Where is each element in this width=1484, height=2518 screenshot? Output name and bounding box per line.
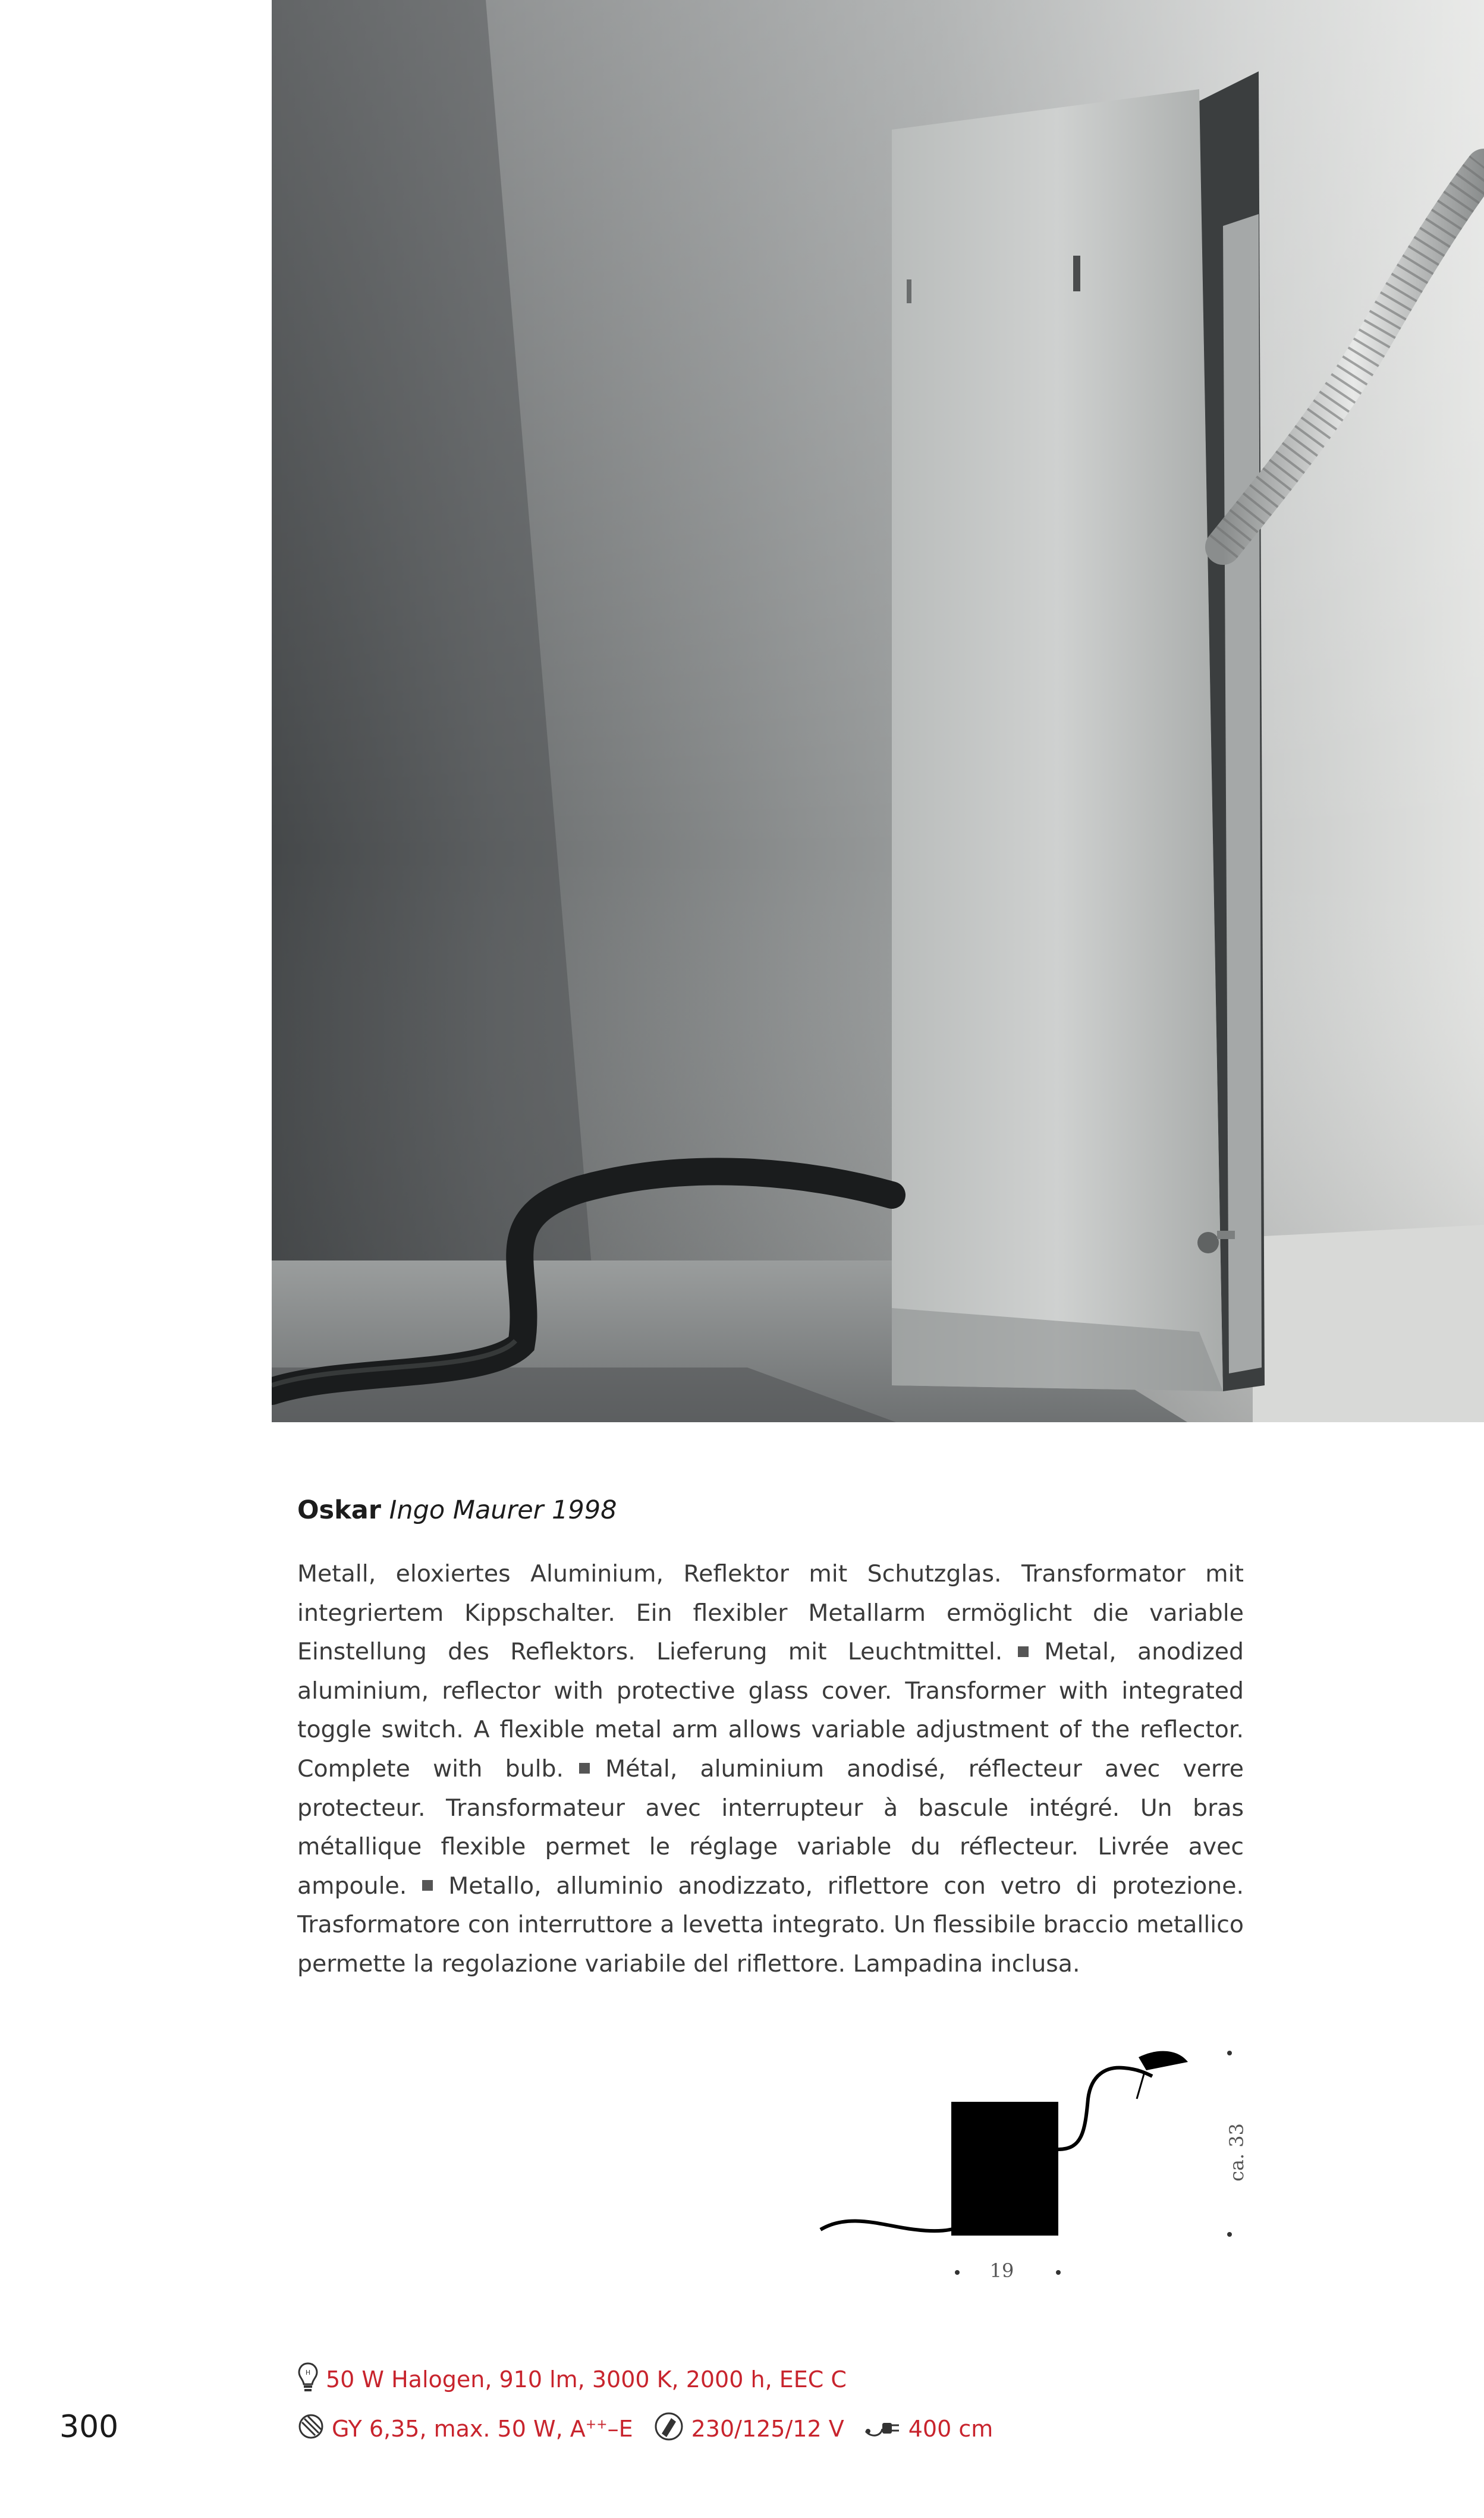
drawing-cable bbox=[820, 2221, 954, 2231]
product-title bbox=[297, 1494, 617, 1527]
dimension-dot bbox=[1056, 2270, 1061, 2275]
drawing-arm bbox=[1058, 2068, 1152, 2149]
drawing-reflector bbox=[1139, 2051, 1188, 2070]
bulb-icon bbox=[297, 2362, 319, 2398]
description-it: Metallo, alluminio anodizzato, riflettore con vetro di protezione. Trasformatore con interruttore a levetta integrato. Un flessibile braccio metallico permette la regolazione variabile del riflettore. Lampadina inclusa. bbox=[297, 1872, 1244, 1978]
separator-square-icon bbox=[1018, 1646, 1029, 1657]
spec-socket-suffix: –E bbox=[607, 2416, 633, 2442]
transformer-icon bbox=[653, 2411, 684, 2447]
drawing-reflector-light bbox=[1137, 2072, 1145, 2099]
drawing-transformer-box bbox=[951, 2102, 1058, 2236]
product-photo bbox=[272, 0, 1484, 1422]
description-de: Metall, eloxiertes Aluminium, Reflektor mit Schutzglas. Transformator mit integriertem Kippschalter. Ein flexibler Metallarm ermöglicht die variable Einstellung des Reflektors. Lieferung mit Leuchtmittel. bbox=[297, 1560, 1244, 1666]
spec-socket-sup: ++ bbox=[585, 2417, 608, 2432]
svg-text:H: H bbox=[305, 2368, 311, 2376]
separator-square-icon bbox=[579, 1763, 590, 1774]
description-fr: Métal, aluminium anodisé, réflecteur avec verre protecteur. Transformateur avec interrupteur à bascule intégré. Un bras métallique flexible permet le réglage variable du réflecteur. Livrée avec ampoule. bbox=[297, 1755, 1244, 1900]
description-en: Metal, anodized aluminium, reflector with protective glass cover. Transformer with integrated toggle switch. A flexible metal arm allows variable adjustment of the reflector. Complete with bulb. bbox=[297, 1638, 1244, 1783]
cable-plug-icon bbox=[864, 2415, 901, 2444]
dimension-dot bbox=[1227, 2232, 1232, 2237]
spec-bulb-text: 50 W Halogen, 910 lm, 3000 K, 2000 h, EEC C bbox=[326, 2366, 847, 2393]
dimension-dot bbox=[1227, 2051, 1232, 2055]
dimension-dot bbox=[955, 2270, 960, 2275]
product-designer-year: Ingo Maurer 1998 bbox=[389, 1495, 617, 1525]
product-description bbox=[297, 1555, 1244, 1984]
spec-socket-main: GY 6,35, max. 50 W, A bbox=[332, 2416, 586, 2442]
spec-line-bulb bbox=[297, 2362, 847, 2397]
spec-voltage-text: 230/125/12 V bbox=[691, 2416, 844, 2442]
dimension-width-label: 19 bbox=[989, 2259, 1014, 2282]
page-number: 300 bbox=[59, 2409, 119, 2445]
spec-socket-text bbox=[332, 2416, 633, 2442]
spec-cable-text: 400 cm bbox=[908, 2416, 993, 2442]
photo-scene bbox=[272, 0, 1484, 1422]
separator-square-icon bbox=[422, 1880, 433, 1891]
spec-line-socket bbox=[297, 2411, 993, 2447]
dimension-drawing bbox=[815, 2033, 1266, 2307]
socket-icon bbox=[297, 2413, 325, 2445]
product-name: Oskar bbox=[297, 1495, 381, 1525]
dimension-height-label: ca. 33 bbox=[1225, 2123, 1248, 2182]
